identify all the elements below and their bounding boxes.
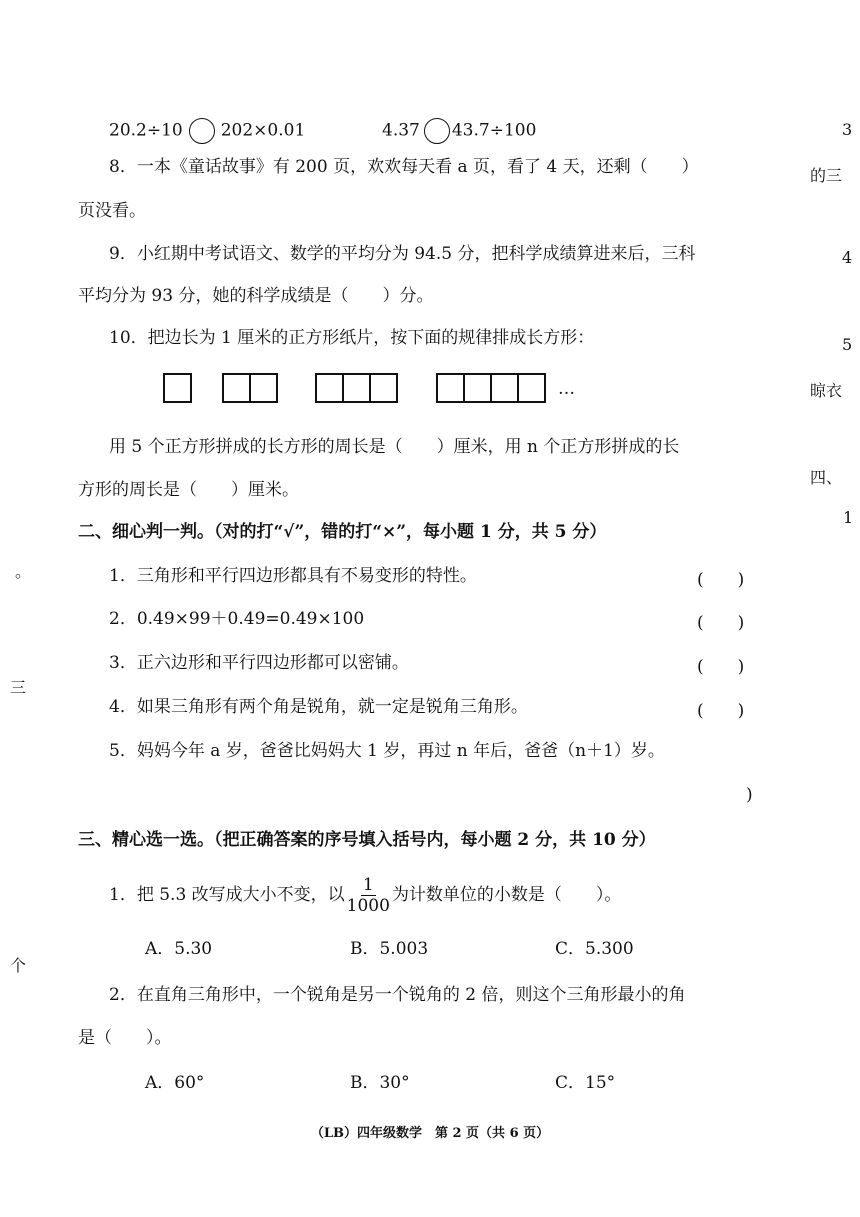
edge-right-7: 1 <box>843 508 854 527</box>
choice-q1-prefix: 1．把 5.3 改写成大小不变，以 <box>109 885 345 905</box>
choice-q2-line1: 2．在直角三角形中，一个锐角是另一个锐角的 2 倍，则这个三角形最小的角 <box>109 985 686 1005</box>
judge-answer-2[interactable]: ( ) <box>697 613 745 633</box>
judge-answer-1[interactable]: ( ) <box>697 570 745 590</box>
choice-q2-option-c[interactable]: C．15° <box>555 1073 616 1093</box>
judge-item-1: 1．三角形和平行四边形都具有不易变形的特性。 <box>109 566 477 586</box>
judge-item-3: 3．正六边形和平行四边形都可以密铺。 <box>109 653 409 673</box>
fraction <box>347 875 390 916</box>
choice-q2-option-b[interactable]: B．30° <box>350 1073 410 1093</box>
q10-line2: 用 5 个正方形拼成的长方形的周长是（ ）厘米，用 n 个正方形拼成的长 <box>109 437 680 457</box>
q10-line3: 方形的周长是（ ）厘米。 <box>78 480 299 500</box>
section2-heading: 二、细心判一判。（对的打“√”，错的打“×”，每小题 1 分，共 5 分） <box>78 522 607 542</box>
compare-1-right: 202×0.01 <box>220 120 306 141</box>
square-pattern-4 <box>436 373 546 407</box>
compare-2-left: 4.37 <box>382 120 420 141</box>
q8-line1: 8．一本《童话故事》有 200 页，欢欢每天看 a 页，看了 4 天，还剩（ ） <box>109 157 699 177</box>
fraction-denominator: 1000 <box>346 896 390 916</box>
edge-right-3: 4 <box>842 248 853 267</box>
edge-right-1: 3 <box>842 120 853 139</box>
choice-q1 <box>109 873 621 917</box>
edge-left-1: 。 <box>15 562 32 581</box>
edge-right-6: 四、 <box>810 468 843 487</box>
square-pattern-3 <box>315 373 398 407</box>
judge-item-4: 4．如果三角形有两个角是锐角，就一定是锐角三角形。 <box>109 697 528 717</box>
choice-q1-option-a[interactable]: A．5.30 <box>145 939 213 959</box>
choice-q2-option-a[interactable]: A．60° <box>145 1073 205 1093</box>
edge-right-2: 的三 <box>810 166 843 185</box>
choice-q1-suffix: 为计数单位的小数是（ ）。 <box>391 885 622 905</box>
compare-row <box>109 118 305 144</box>
q9-line2: 平均分为 93 分，她的科学成绩是（ ）分。 <box>78 286 434 306</box>
judge-item-5: 5．妈妈今年 a 岁，爸爸比妈妈大 1 岁，再过 n 年后，爸爸（n＋1）岁。 <box>109 741 665 761</box>
compare-circle-2[interactable] <box>424 118 450 144</box>
edge-left-2: 三 <box>10 678 27 697</box>
edge-right-5: 晾衣 <box>810 381 843 400</box>
compare-row-2 <box>382 118 536 144</box>
choice-q1-option-b[interactable]: B．5.003 <box>350 939 429 959</box>
compare-2-right: 43.7÷100 <box>451 120 537 141</box>
choice-q1-option-c[interactable]: C．5.300 <box>555 939 634 959</box>
pattern-ellipsis: … <box>558 379 575 399</box>
judge-item-2: 2．0.49×99＋0.49=0.49×100 <box>109 609 365 629</box>
judge-answer-5[interactable]: ) <box>746 785 753 805</box>
q10-line1: 10．把边长为 1 厘米的正方形纸片，按下面的规律排成长方形： <box>109 328 595 348</box>
q8-line2: 页没看。 <box>78 201 146 221</box>
square-pattern-1 <box>163 373 192 407</box>
compare-1-left: 20.2÷10 <box>109 120 183 141</box>
choice-q2-line2: 是（ ）。 <box>78 1028 172 1048</box>
square-pattern-2 <box>222 373 278 407</box>
edge-right-4: 5 <box>842 335 853 354</box>
edge-left-3: 个 <box>10 956 27 975</box>
judge-answer-3[interactable]: ( ) <box>697 657 745 677</box>
section3-heading: 三、精心选一选。（把正确答案的序号填入括号内，每小题 2 分，共 10 分） <box>78 830 656 850</box>
compare-circle-1[interactable] <box>189 118 215 144</box>
fraction-numerator: 1 <box>362 875 374 895</box>
judge-answer-4[interactable]: ( ) <box>697 701 745 721</box>
page-footer: （LB）四年级数学 第 2 页（共 6 页） <box>310 1126 550 1141</box>
q9-line1: 9．小红期中考试语文、数学的平均分为 94.5 分，把科学成绩算进来后，三科 <box>109 244 696 264</box>
